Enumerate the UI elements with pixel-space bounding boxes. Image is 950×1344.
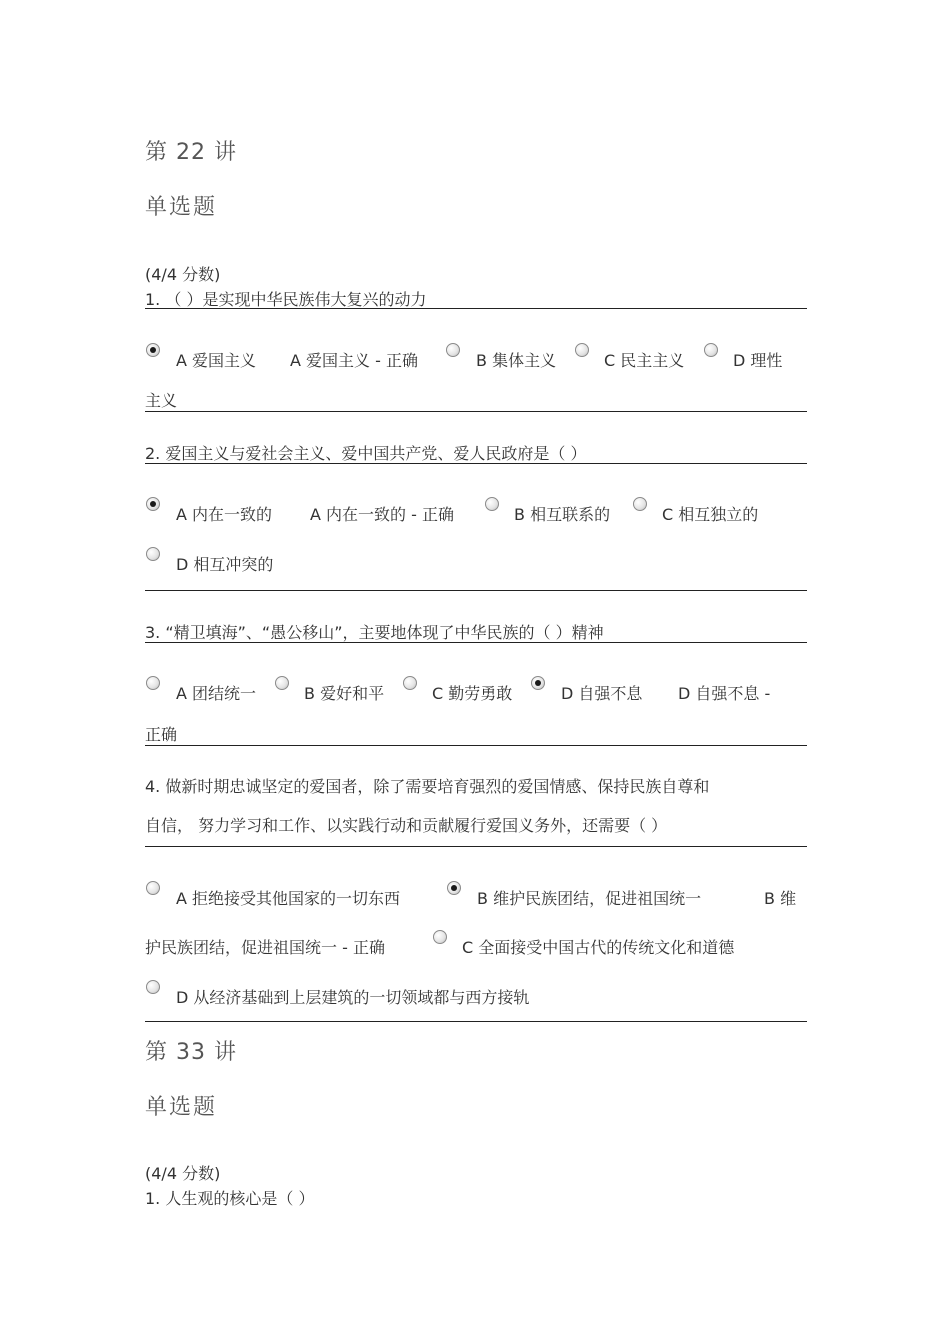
radio-q4-d[interactable] (146, 980, 160, 994)
option-label: B 相互联系的 (514, 505, 611, 524)
question-4-text-line1: 4. 做新时期忠诚坚定的爱国者，除了需要培育强烈的爱国情感、保持民族自尊和 (145, 777, 710, 796)
divider (145, 308, 807, 309)
option-feedback-correct: B 维 (764, 889, 797, 908)
option-label: D 从经济基础到上层建筑的一切领域都与西方接轨 (176, 988, 530, 1007)
radio-q3-a[interactable] (146, 676, 160, 690)
option-label: D 理性 (733, 351, 783, 370)
question-1-text: 1. （ ）是实现中华民族伟大复兴的动力 (145, 290, 427, 309)
option-label: C 民主主义 (604, 351, 685, 370)
option-label: B 爱好和平 (304, 684, 385, 703)
divider (145, 411, 807, 412)
radio-q2-b[interactable] (485, 497, 499, 511)
option-label: C 全面接受中国古代的传统文化和道德 (462, 938, 735, 957)
option-feedback-correct: A 爱国主义 - 正确 (290, 351, 418, 370)
radio-q4-a[interactable] (146, 881, 160, 895)
divider (145, 642, 807, 643)
radio-q1-b[interactable] (446, 343, 460, 357)
question-4-text-line2: 自信， 努力学习和工作、以实践行动和贡献履行爱国义务外，还需要（ ） (145, 816, 668, 835)
option-label: A 拒绝接受其他国家的一切东西 (176, 889, 401, 908)
option-label: C 勤劳勇敢 (432, 684, 513, 703)
lecture-33-question-type: 单选题 (145, 1095, 218, 1120)
option-label: D 自强不息 (561, 684, 643, 703)
lecture-22-title: 第 22 讲 (145, 140, 237, 165)
lecture-22-score: (4/4 分数) (145, 265, 221, 284)
option-feedback-correct: D 自强不息 - (678, 684, 771, 703)
divider (145, 745, 807, 746)
lecture-33-title: 第 33 讲 (145, 1040, 237, 1065)
option-label: A 团结统一 (176, 684, 257, 703)
lecture-22-question-type: 单选题 (145, 195, 218, 220)
radio-q3-d[interactable] (531, 676, 545, 690)
option-label: A 爱国主义 (176, 351, 257, 370)
question-2-text: 2. 爱国主义与爱社会主义、爱中国共产党、爱人民政府是（ ） (145, 444, 587, 463)
option-label-continued: 主义 (145, 391, 178, 410)
option-label-continued: 正确 (145, 725, 178, 744)
option-feedback-correct: A 内在一致的 - 正确 (310, 505, 454, 524)
option-label: A 内在一致的 (176, 505, 273, 524)
radio-q1-d[interactable] (704, 343, 718, 357)
radio-q2-d[interactable] (146, 547, 160, 561)
radio-q3-c[interactable] (403, 676, 417, 690)
divider (145, 1021, 807, 1022)
divider (145, 590, 807, 591)
radio-q2-c[interactable] (633, 497, 647, 511)
lecture-33-score: (4/4 分数) (145, 1164, 221, 1183)
radio-q2-a[interactable] (146, 497, 160, 511)
divider (145, 846, 807, 847)
divider (145, 463, 807, 464)
radio-q1-a[interactable] (146, 343, 160, 357)
radio-q4-b[interactable] (447, 881, 461, 895)
option-label: B 维护民族团结，促进祖国统一 (477, 889, 702, 908)
radio-q1-c[interactable] (575, 343, 589, 357)
option-label: C 相互独立的 (662, 505, 759, 524)
question-3-text: 3. “精卫填海”、“愚公移山”，主要地体现了中华民族的（ ）精神 (145, 623, 604, 642)
question-1-text: 1. 人生观的核心是（ ） (145, 1189, 315, 1208)
option-feedback-correct-continued: 护民族团结，促进祖国统一 - 正确 (145, 938, 385, 957)
option-label: D 相互冲突的 (176, 555, 274, 574)
radio-q4-c[interactable] (433, 930, 447, 944)
option-label: B 集体主义 (476, 351, 557, 370)
radio-q3-b[interactable] (275, 676, 289, 690)
